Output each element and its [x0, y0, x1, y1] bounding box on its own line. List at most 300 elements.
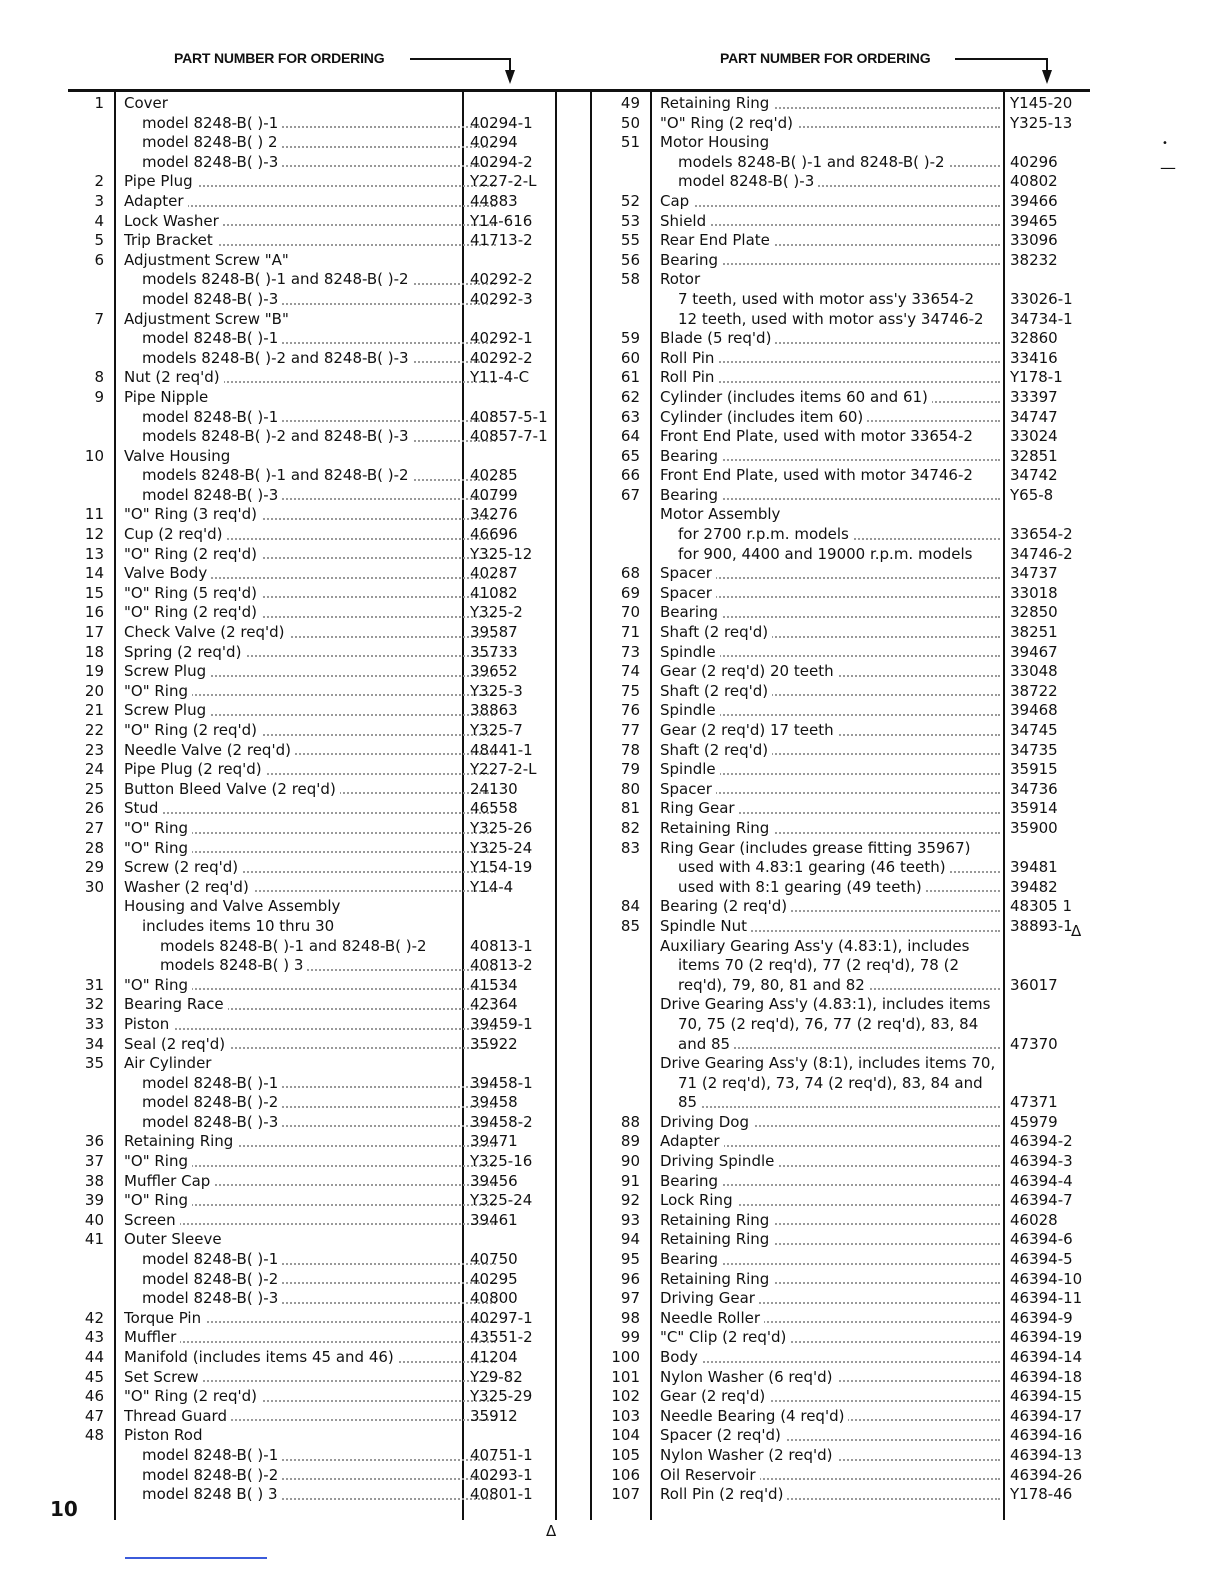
item-description: items 70 (2 req'd), 77 (2 req'd), 78 (2	[678, 956, 1006, 976]
part-number: 40751-1	[470, 1445, 533, 1464]
item-description: Pipe Nipple	[124, 388, 502, 408]
parts-row	[596, 1093, 1076, 1113]
item-description: Spindle	[660, 643, 1006, 663]
item-description: "O" Ring	[124, 682, 502, 702]
part-number: 33416	[1010, 348, 1058, 367]
revision-triangle-mark: Δ	[1071, 922, 1082, 940]
item-description: Lock Ring	[660, 1191, 1006, 1211]
part-number: 39465	[1010, 211, 1058, 230]
parts-row	[596, 408, 1076, 428]
parts-row	[596, 1250, 1076, 1270]
item-description: Spindle Nut	[660, 917, 1006, 937]
part-number: 38232	[1010, 250, 1058, 269]
item-number: 73	[620, 642, 640, 661]
item-description: "O" Ring	[124, 1152, 502, 1172]
parts-row	[60, 584, 560, 604]
parts-row	[596, 1113, 1076, 1133]
item-description: model 8248-B( )-1	[142, 1250, 502, 1270]
part-number: 40857-5-1	[470, 407, 548, 426]
part-number: 40857-7-1	[470, 427, 548, 446]
item-description: Screw Plug	[124, 662, 502, 682]
item-description: Pipe Plug	[124, 172, 502, 192]
item-description: Muffler Cap	[124, 1172, 502, 1192]
parts-row	[596, 1074, 1076, 1094]
parts-row	[596, 251, 1076, 271]
parts-row	[596, 897, 1076, 917]
item-number: 2	[94, 172, 104, 191]
part-number: 40801-1	[470, 1485, 533, 1504]
item-description: model 8248-B( )-3	[142, 153, 502, 173]
item-description: 7 teeth, used with motor ass'y 33654-2	[678, 290, 1006, 310]
part-number: Y11-4-C	[470, 368, 530, 387]
item-description: Retaining Ring	[660, 1230, 1006, 1250]
part-number: 39587	[470, 623, 518, 642]
part-number: 34276	[470, 505, 518, 524]
item-number: 39	[84, 1191, 104, 1210]
item-number: 30	[84, 877, 104, 896]
item-description: "O" Ring (3 req'd)	[124, 505, 502, 525]
item-number: 66	[620, 466, 640, 485]
part-number: 46394-15	[1010, 1387, 1083, 1406]
item-description: model 8248-B( )-3	[142, 290, 502, 310]
item-number: 92	[620, 1191, 640, 1210]
item-description: Spindle	[660, 760, 1006, 780]
parts-row	[60, 976, 560, 996]
item-description: Front End Plate, used with motor 34746-2	[660, 466, 1006, 486]
parts-row	[596, 701, 1076, 721]
item-description: model 8248-B( )-1	[142, 1074, 502, 1094]
item-number: 35	[84, 1054, 104, 1073]
item-description: Check Valve (2 req'd)	[124, 623, 502, 643]
part-number: 38863	[470, 701, 518, 720]
item-description: Lock Washer	[124, 212, 502, 232]
parts-row	[60, 408, 560, 428]
part-number: 46394-2	[1010, 1132, 1073, 1151]
parts-row	[60, 1289, 560, 1309]
item-description: Shaft (2 req'd)	[660, 623, 1006, 643]
item-description: Needle Bearing (4 req'd)	[660, 1407, 1006, 1427]
item-number: 29	[84, 858, 104, 877]
item-number: 70	[620, 603, 640, 622]
item-number: 32	[84, 995, 104, 1014]
item-number: 56	[620, 250, 640, 269]
item-number: 15	[84, 583, 104, 602]
part-number: 38251	[1010, 623, 1058, 642]
part-number: Y325-29	[470, 1387, 533, 1406]
item-description: Cup (2 req'd)	[124, 525, 502, 545]
item-number: 41	[84, 1230, 104, 1249]
parts-row	[60, 799, 560, 819]
part-number: 35900	[1010, 818, 1058, 837]
parts-row	[60, 1328, 560, 1348]
parts-row	[596, 192, 1076, 212]
parts-row	[596, 741, 1076, 761]
parts-row	[596, 917, 1076, 937]
part-number: Y325-3	[470, 681, 523, 700]
part-number: 40294-2	[470, 152, 533, 171]
item-number: 14	[84, 564, 104, 583]
part-number: 34742	[1010, 466, 1058, 485]
part-number: Y325-26	[470, 818, 533, 837]
part-number: 40287	[470, 564, 518, 583]
parts-row	[596, 231, 1076, 251]
item-number: 105	[611, 1445, 640, 1464]
parts-row	[60, 251, 560, 271]
item-number: 74	[620, 662, 640, 681]
parts-row	[60, 114, 560, 134]
right-parts-list	[596, 94, 1083, 1505]
parts-row	[60, 1113, 560, 1133]
parts-row	[60, 486, 560, 506]
part-number: Y154-19	[470, 858, 533, 877]
parts-row	[60, 1054, 560, 1074]
item-number: 83	[620, 838, 640, 857]
part-number: Y145-20	[1010, 94, 1073, 112]
item-description: Piston Rod	[124, 1426, 502, 1446]
parts-row	[596, 114, 1076, 134]
part-number: 40285	[470, 466, 518, 485]
part-number: 41534	[470, 975, 518, 994]
item-number: 27	[84, 818, 104, 837]
item-number: 52	[620, 191, 640, 210]
parts-row	[60, 780, 560, 800]
item-number: 20	[84, 681, 104, 700]
item-number: 1	[94, 94, 104, 112]
part-number: 33024	[1010, 427, 1058, 446]
part-number: 39471	[470, 1132, 518, 1151]
part-number: 24130	[470, 779, 518, 798]
item-number: 64	[620, 427, 640, 446]
parts-row	[596, 1035, 1076, 1055]
part-number: 46394-6	[1010, 1230, 1073, 1249]
item-description: model 8248-B( )-2	[142, 1270, 502, 1290]
item-number: 69	[620, 583, 640, 602]
item-description: model 8248-B( )-3	[142, 1289, 502, 1309]
item-number: 84	[620, 897, 640, 916]
parts-row	[60, 1172, 560, 1192]
part-number: 32860	[1010, 329, 1058, 348]
item-description: for 2700 r.p.m. models	[678, 525, 1006, 545]
parts-row	[60, 133, 560, 153]
item-description: model 8248-B( )-3	[142, 1113, 502, 1133]
parts-row	[60, 1152, 560, 1172]
parts-row	[596, 878, 1076, 898]
item-description: model 8248-B( )-1	[142, 1446, 502, 1466]
item-description: Roll Pin	[660, 368, 1006, 388]
parts-row	[60, 819, 560, 839]
part-number: 32850	[1010, 603, 1058, 622]
page-number: 10	[50, 1497, 78, 1521]
part-number: Y227-2-L	[470, 760, 537, 779]
item-number: 62	[620, 387, 640, 406]
part-number: Y14-4	[470, 877, 514, 896]
parts-row	[596, 505, 1076, 525]
item-number: 51	[620, 133, 640, 152]
parts-row	[596, 1387, 1083, 1407]
item-number: 18	[84, 642, 104, 661]
parts-row	[596, 662, 1076, 682]
parts-row	[60, 349, 560, 369]
item-description: Needle Valve (2 req'd)	[124, 741, 502, 761]
item-description: "O" Ring	[124, 1191, 502, 1211]
parts-row	[596, 486, 1076, 506]
item-number: 23	[84, 740, 104, 759]
item-description: 70, 75 (2 req'd), 76, 77 (2 req'd), 83, 84	[678, 1015, 1006, 1035]
item-number: 6	[94, 250, 104, 269]
parts-row	[60, 231, 560, 251]
item-description: Screw Plug	[124, 701, 502, 721]
part-number: 46394-17	[1010, 1406, 1083, 1425]
part-number: Y227-2-L	[470, 172, 537, 191]
item-description: Outer Sleeve	[124, 1230, 502, 1250]
parts-row	[60, 1407, 560, 1427]
item-description: Shaft (2 req'd)	[660, 682, 1006, 702]
parts-row	[596, 525, 1076, 545]
item-description: Gear (2 req'd)	[660, 1387, 1006, 1407]
item-description: Cover	[124, 94, 502, 114]
part-number: Y325-24	[470, 838, 533, 857]
parts-row	[60, 212, 560, 232]
part-number: 45979	[1010, 1112, 1058, 1131]
item-description: "O" Ring (2 req'd)	[124, 1387, 502, 1407]
item-description: model 8248-B( )-3	[142, 486, 502, 506]
item-description: Cylinder (includes item 60)	[660, 408, 1006, 428]
part-number: Y29-82	[470, 1367, 523, 1386]
item-number: 36	[84, 1132, 104, 1151]
parts-row	[596, 368, 1076, 388]
part-number: 39458-2	[470, 1112, 533, 1131]
parts-row	[60, 643, 560, 663]
item-description: "O" Ring (2 req'd)	[660, 114, 1006, 134]
parts-row	[596, 388, 1076, 408]
item-description: models 8248-B( )-1 and 8248-B( )-2	[142, 270, 502, 290]
part-number: 38893-1	[1010, 916, 1073, 935]
parts-row	[596, 94, 1076, 114]
item-description: Roll Pin (2 req'd)	[660, 1485, 1006, 1505]
part-number: 46696	[470, 525, 518, 544]
part-number: 46394-16	[1010, 1426, 1083, 1445]
parts-row	[60, 1446, 560, 1466]
item-number: 55	[620, 231, 640, 250]
parts-row	[60, 1426, 560, 1446]
item-number: 80	[620, 779, 640, 798]
parts-row	[60, 741, 560, 761]
item-number: 28	[84, 838, 104, 857]
part-number: 43551-2	[470, 1328, 533, 1347]
part-number: 40295	[470, 1269, 518, 1288]
item-description: Seal (2 req'd)	[124, 1035, 502, 1055]
item-number: 26	[84, 799, 104, 818]
right-part-number-header: PART NUMBER FOR ORDERING	[720, 50, 931, 66]
parts-row	[596, 290, 1076, 310]
item-description: "O" Ring	[124, 819, 502, 839]
item-description: Shield	[660, 212, 1006, 232]
item-description: "O" Ring (2 req'd)	[124, 721, 502, 741]
item-description: Spacer	[660, 584, 1006, 604]
parts-row	[596, 937, 1076, 957]
left-part-number-header: PART NUMBER FOR ORDERING	[174, 50, 385, 66]
item-description: Gear (2 req'd) 20 teeth	[660, 662, 1006, 682]
parts-row	[60, 368, 560, 388]
item-number: 79	[620, 760, 640, 779]
item-number: 37	[84, 1152, 104, 1171]
parts-row	[60, 858, 560, 878]
item-description: Body	[660, 1348, 1006, 1368]
item-description: Adjustment Screw "B"	[124, 310, 502, 330]
item-description: model 8248-B( )-3	[678, 172, 1006, 192]
parts-row	[596, 1132, 1076, 1152]
part-number: 33018	[1010, 583, 1058, 602]
item-description: used with 8:1 gearing (49 teeth)	[678, 878, 1006, 898]
parts-row	[60, 995, 560, 1015]
parts-row	[60, 701, 560, 721]
part-number: Y65-8	[1010, 485, 1054, 504]
parts-row	[596, 466, 1076, 486]
part-number: 33096	[1010, 231, 1058, 250]
item-number: 40	[84, 1210, 104, 1229]
parts-row	[596, 1015, 1076, 1035]
item-number: 25	[84, 779, 104, 798]
part-number: 33654-2	[1010, 525, 1073, 544]
item-number: 44	[84, 1348, 104, 1366]
parts-row	[596, 1465, 1083, 1486]
item-number: 43	[84, 1328, 104, 1347]
part-number: 46394-7	[1010, 1191, 1073, 1210]
parts-row	[596, 564, 1076, 584]
item-description: "C" Clip (2 req'd)	[660, 1328, 1006, 1348]
item-description: Piston	[124, 1015, 502, 1035]
part-number: 34745	[1010, 721, 1058, 739]
parts-row	[596, 349, 1076, 369]
parts-row	[596, 1289, 1083, 1309]
margin-dot-mark: •	[1162, 138, 1168, 149]
parts-row	[596, 1054, 1076, 1074]
parts-row	[596, 780, 1076, 800]
parts-row	[60, 525, 560, 545]
item-number: 38	[84, 1171, 104, 1190]
item-description: "O" Ring	[124, 976, 502, 996]
item-number: 96	[620, 1269, 640, 1288]
item-number: 107	[611, 1485, 640, 1504]
part-number: 46028	[1010, 1210, 1058, 1229]
parts-row	[60, 505, 560, 525]
part-number: 34746-2	[1010, 544, 1073, 563]
item-description: Motor Housing	[660, 133, 1006, 153]
item-number: 4	[94, 211, 104, 230]
part-number: 39467	[1010, 642, 1058, 661]
parts-row	[60, 1132, 560, 1152]
parts-row	[60, 270, 560, 290]
item-description: Retaining Ring	[660, 819, 1006, 839]
item-description: Driving Dog	[660, 1113, 1006, 1133]
item-description: Shaft (2 req'd)	[660, 741, 1006, 761]
parts-row	[60, 1230, 560, 1250]
item-description: Blade (5 req'd)	[660, 329, 1006, 349]
part-number: 40802	[1010, 172, 1058, 191]
parts-row	[60, 1211, 560, 1231]
parts-row	[60, 1093, 560, 1113]
part-number: Y325-13	[1010, 113, 1073, 132]
part-number: 40813-2	[470, 956, 533, 975]
parts-row	[596, 1152, 1076, 1172]
item-description: includes items 10 thru 30	[142, 917, 502, 937]
parts-row	[596, 760, 1076, 780]
item-description: Bearing Race	[124, 995, 502, 1015]
item-number: 102	[611, 1387, 640, 1406]
parts-row	[596, 1348, 1083, 1368]
item-description: model 8248 B( ) 3	[142, 1485, 502, 1505]
item-description: models 8248-B( )-1 and 8248-B( )-2	[160, 937, 502, 957]
item-number: 8	[94, 368, 104, 387]
parts-row	[596, 995, 1076, 1015]
item-description: Valve Body	[124, 564, 502, 584]
item-description: Air Cylinder	[124, 1054, 502, 1074]
part-number: 34734-1	[1010, 309, 1073, 328]
left-header-arrow-line	[410, 58, 510, 60]
item-description: Rear End Plate	[660, 231, 1006, 251]
item-number: 77	[620, 721, 640, 739]
item-description: models 8248-B( )-1 and 8248-B( )-2	[142, 466, 502, 486]
item-description: 71 (2 req'd), 73, 74 (2 req'd), 83, 84 and	[678, 1074, 1006, 1094]
item-description: Drive Gearing Ass'y (8:1), includes items 70,	[660, 1054, 1006, 1074]
item-number: 48	[84, 1426, 104, 1445]
item-number: 16	[84, 603, 104, 622]
part-number: 39468	[1010, 701, 1058, 720]
item-description: Set Screw	[124, 1368, 502, 1388]
item-description: Nylon Washer (2 req'd)	[660, 1446, 1006, 1466]
parts-row	[596, 1328, 1083, 1348]
item-description: used with 4.83:1 gearing (46 teeth)	[678, 858, 1006, 878]
parts-row	[60, 623, 560, 643]
part-number: 46394-5	[1010, 1250, 1073, 1269]
parts-row	[596, 839, 1076, 859]
part-number: 39482	[1010, 877, 1058, 896]
item-number: 68	[620, 564, 640, 583]
parts-row	[596, 1367, 1083, 1388]
item-number: 34	[84, 1034, 104, 1053]
part-number: 46394-3	[1010, 1152, 1073, 1171]
item-description: "O" Ring (2 req'd)	[124, 603, 502, 623]
parts-row	[60, 94, 560, 114]
part-number: 35915	[1010, 760, 1058, 779]
parts-row	[60, 545, 560, 565]
part-number: Y325-12	[470, 544, 533, 563]
item-number: 11	[84, 505, 104, 524]
item-number: 94	[620, 1230, 640, 1249]
part-number: 46394-14	[1010, 1348, 1083, 1366]
part-number: 35912	[470, 1406, 518, 1425]
item-description: models 8248-B( )-1 and 8248-B( )-2	[678, 153, 1006, 173]
item-description: Trip Bracket	[124, 231, 502, 251]
parts-row	[596, 584, 1076, 604]
parts-row	[60, 1074, 560, 1094]
item-number: 93	[620, 1210, 640, 1229]
item-number: 91	[620, 1171, 640, 1190]
parts-row	[60, 447, 560, 467]
parts-row	[596, 1211, 1076, 1231]
item-number: 49	[620, 94, 640, 112]
item-description: 85	[678, 1093, 1006, 1113]
parts-row	[60, 153, 560, 173]
right-header-arrow-line	[955, 58, 1048, 60]
item-number: 106	[611, 1465, 640, 1484]
parts-row	[60, 290, 560, 310]
item-description: model 8248-B( )-1	[142, 408, 502, 428]
part-number: 34747	[1010, 407, 1058, 426]
item-description: "O" Ring	[124, 839, 502, 859]
part-number: 40292-3	[470, 289, 533, 308]
item-number: 65	[620, 446, 640, 465]
